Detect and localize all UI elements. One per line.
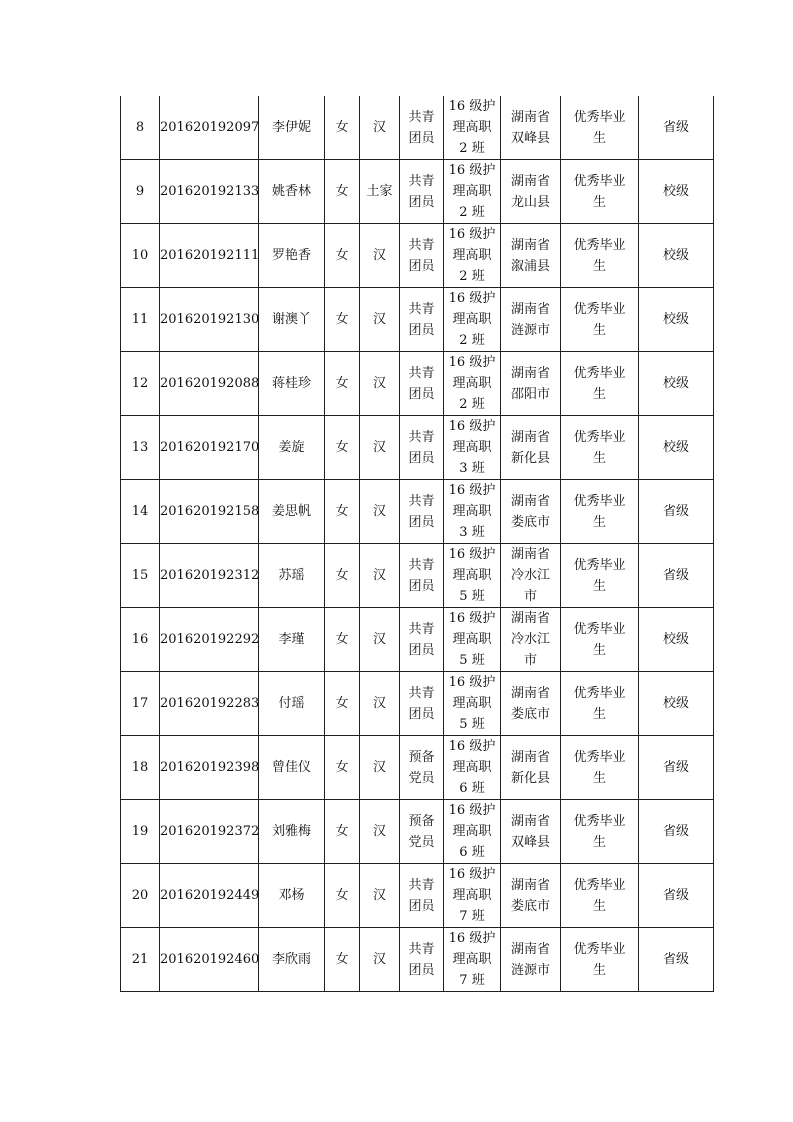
cell-origin [501, 736, 561, 800]
cell-class-line: 16 级护 [448, 867, 496, 882]
cell-origin-line: 湖南省 [510, 877, 550, 893]
cell-political-status [400, 672, 444, 736]
cell-honor [561, 608, 639, 672]
cell-political-status-line: 团员 [408, 962, 435, 978]
cell-honor-line: 生 [592, 258, 606, 274]
cell-political-status [400, 352, 444, 416]
cell-name: 曾佳仪 [259, 736, 325, 800]
cell-origin-line: 湖南省 [510, 109, 550, 125]
cell-political-status-line: 团员 [408, 578, 435, 594]
table-row [121, 288, 714, 352]
cell-political-status-line: 共青 [408, 301, 435, 317]
cell-honor-line: 优秀毕业 [573, 173, 626, 189]
cell-name: 李瑾 [259, 608, 325, 672]
cell-class-line: 2 班 [459, 205, 485, 220]
cell-origin [501, 608, 561, 672]
cell-level: 省级 [639, 800, 714, 864]
cell-level: 省级 [639, 864, 714, 928]
cell-gender: 女 [325, 672, 360, 736]
cell-student-id: 201620192097 [160, 96, 259, 160]
cell-honor-line: 生 [592, 578, 606, 594]
table-row [121, 480, 714, 544]
cell-ethnicity: 汉 [360, 736, 400, 800]
cell-class-line: 理高职 [452, 504, 492, 519]
cell-origin-line: 湖南省 [510, 685, 550, 701]
cell-political-status-line: 预备 [408, 813, 435, 829]
cell-gender: 女 [325, 480, 360, 544]
cell-honor [561, 736, 639, 800]
cell-class [444, 160, 501, 224]
cell-student-id: 201620192170 [160, 416, 259, 480]
cell-honor-line: 优秀毕业 [573, 365, 626, 381]
cell-student-id: 201620192130 [160, 288, 259, 352]
cell-origin [501, 288, 561, 352]
cell-class-line: 理高职 [452, 760, 492, 775]
cell-honor-line: 生 [592, 194, 606, 210]
cell-name: 蒋桂珍 [259, 352, 325, 416]
cell-class [444, 800, 501, 864]
cell-honor-line: 生 [592, 514, 606, 530]
cell-class-line: 5 班 [459, 717, 485, 732]
cell-name: 姚香林 [259, 160, 325, 224]
cell-gender: 女 [325, 160, 360, 224]
cell-origin-line: 湖南省 [510, 941, 550, 957]
cell-honor-line: 优秀毕业 [573, 493, 626, 509]
cell-class-line: 16 级护 [448, 291, 496, 306]
cell-level: 校级 [639, 288, 714, 352]
cell-class-line: 16 级护 [448, 163, 496, 178]
cell-political-status [400, 544, 444, 608]
cell-political-status-line: 共青 [408, 365, 435, 381]
cell-honor-line: 优秀毕业 [573, 813, 626, 829]
cell-political-status-line: 共青 [408, 429, 435, 445]
cell-origin-line: 娄底市 [510, 514, 550, 530]
cell-ethnicity: 汉 [360, 928, 400, 992]
cell-ethnicity: 汉 [360, 96, 400, 160]
cell-honor-line: 生 [592, 706, 606, 722]
cell-class-line: 7 班 [459, 909, 485, 924]
cell-number: 9 [121, 160, 160, 224]
cell-political-status-line: 团员 [408, 130, 435, 146]
cell-political-status [400, 160, 444, 224]
cell-origin-line: 湖南省 [510, 301, 550, 317]
cell-class [444, 96, 501, 160]
cell-political-status-line: 团员 [408, 706, 435, 722]
student-honor-table [120, 96, 714, 992]
cell-student-id: 201620192158 [160, 480, 259, 544]
cell-student-id: 201620192398 [160, 736, 259, 800]
cell-gender: 女 [325, 224, 360, 288]
cell-gender: 女 [325, 288, 360, 352]
table-row [121, 928, 714, 992]
cell-political-status-line: 党员 [408, 834, 435, 850]
cell-honor-line: 优秀毕业 [573, 429, 626, 445]
cell-honor-line: 优秀毕业 [573, 941, 626, 957]
cell-class-line: 理高职 [452, 696, 492, 711]
cell-number: 18 [121, 736, 160, 800]
cell-class [444, 672, 501, 736]
cell-name: 付瑶 [259, 672, 325, 736]
cell-gender: 女 [325, 96, 360, 160]
cell-class [444, 736, 501, 800]
cell-honor-line: 生 [592, 642, 606, 658]
cell-class-line: 理高职 [452, 952, 492, 967]
cell-origin [501, 544, 561, 608]
table-row [121, 544, 714, 608]
cell-political-status-line: 团员 [408, 194, 435, 210]
cell-ethnicity: 汉 [360, 480, 400, 544]
table-row [121, 608, 714, 672]
cell-gender: 女 [325, 608, 360, 672]
cell-political-status-line: 团员 [408, 322, 435, 338]
cell-ethnicity: 汉 [360, 352, 400, 416]
cell-political-status-line: 共青 [408, 173, 435, 189]
cell-student-id: 201620192133 [160, 160, 259, 224]
cell-class [444, 352, 501, 416]
cell-honor-line: 优秀毕业 [573, 621, 626, 637]
cell-number: 20 [121, 864, 160, 928]
cell-political-status [400, 928, 444, 992]
cell-honor [561, 800, 639, 864]
cell-class-line: 2 班 [459, 333, 485, 348]
cell-origin [501, 672, 561, 736]
cell-honor-line: 优秀毕业 [573, 749, 626, 765]
cell-origin-line: 湖南省 [510, 749, 550, 765]
cell-political-status-line: 团员 [408, 450, 435, 466]
cell-level: 校级 [639, 672, 714, 736]
cell-political-status [400, 480, 444, 544]
cell-name: 罗艳香 [259, 224, 325, 288]
cell-political-status-line: 共青 [408, 941, 435, 957]
cell-class-line: 理高职 [452, 248, 492, 263]
cell-origin-line: 市 [523, 653, 537, 668]
cell-class-line: 16 级护 [448, 99, 496, 114]
cell-name: 姜旋 [259, 416, 325, 480]
cell-class-line: 16 级护 [448, 483, 496, 498]
cell-origin-line: 湖南省 [510, 365, 550, 381]
cell-ethnicity: 汉 [360, 544, 400, 608]
cell-level: 校级 [639, 352, 714, 416]
cell-class-line: 2 班 [459, 141, 485, 156]
cell-origin-line: 湖南省 [510, 237, 550, 253]
cell-number: 21 [121, 928, 160, 992]
cell-level: 校级 [639, 416, 714, 480]
cell-political-status-line: 共青 [408, 877, 435, 893]
cell-origin [501, 864, 561, 928]
cell-student-id: 201620192292 [160, 608, 259, 672]
cell-honor [561, 160, 639, 224]
cell-gender: 女 [325, 416, 360, 480]
cell-student-id: 201620192312 [160, 544, 259, 608]
cell-origin-line: 娄底市 [510, 898, 550, 914]
cell-origin-line: 双峰县 [510, 130, 550, 146]
cell-level: 校级 [639, 224, 714, 288]
cell-honor-line: 优秀毕业 [573, 877, 626, 893]
cell-class [444, 608, 501, 672]
cell-origin-line: 湖南省 [510, 493, 550, 509]
cell-class-line: 2 班 [459, 269, 485, 284]
cell-origin-line: 娄底市 [510, 706, 550, 722]
cell-class-line: 5 班 [459, 653, 485, 668]
cell-class [444, 864, 501, 928]
table-row [121, 736, 714, 800]
cell-level: 省级 [639, 736, 714, 800]
cell-origin-line: 双峰县 [510, 834, 550, 850]
cell-political-status-line: 共青 [408, 237, 435, 253]
cell-ethnicity: 汉 [360, 864, 400, 928]
cell-origin-line: 新化县 [510, 770, 550, 786]
cell-number: 16 [121, 608, 160, 672]
cell-number: 19 [121, 800, 160, 864]
cell-ethnicity: 汉 [360, 672, 400, 736]
cell-origin-line: 涟源市 [510, 322, 550, 338]
cell-name: 谢澳丫 [259, 288, 325, 352]
cell-political-status-line: 共青 [408, 557, 435, 573]
cell-origin [501, 96, 561, 160]
cell-class [444, 416, 501, 480]
cell-class-line: 16 级护 [448, 611, 496, 626]
cell-student-id: 201620192088 [160, 352, 259, 416]
cell-political-status-line: 团员 [408, 386, 435, 402]
cell-class-line: 16 级护 [448, 355, 496, 370]
cell-political-status-line: 团员 [408, 514, 435, 530]
cell-honor-line: 生 [592, 130, 606, 146]
cell-class-line: 5 班 [459, 589, 485, 604]
cell-class-line: 理高职 [452, 824, 492, 839]
cell-class-line: 理高职 [452, 184, 492, 199]
cell-honor [561, 672, 639, 736]
cell-number: 15 [121, 544, 160, 608]
cell-gender: 女 [325, 800, 360, 864]
cell-honor-line: 生 [592, 962, 606, 978]
cell-honor-line: 优秀毕业 [573, 685, 626, 701]
cell-ethnicity: 汉 [360, 288, 400, 352]
table-row [121, 864, 714, 928]
cell-political-status [400, 800, 444, 864]
cell-origin-line: 邵阳市 [510, 386, 550, 402]
cell-political-status [400, 224, 444, 288]
cell-number: 12 [121, 352, 160, 416]
cell-honor [561, 928, 639, 992]
cell-honor [561, 352, 639, 416]
cell-number: 14 [121, 480, 160, 544]
cell-gender: 女 [325, 352, 360, 416]
cell-honor-line: 生 [592, 386, 606, 402]
cell-number: 17 [121, 672, 160, 736]
cell-political-status [400, 608, 444, 672]
cell-class-line: 16 级护 [448, 227, 496, 242]
cell-origin-line: 湖南省 [510, 173, 550, 189]
cell-student-id: 201620192449 [160, 864, 259, 928]
table-row [121, 800, 714, 864]
cell-honor [561, 480, 639, 544]
cell-political-status-line: 预备 [408, 749, 435, 765]
cell-honor-line: 生 [592, 322, 606, 338]
cell-class-line: 6 班 [459, 781, 485, 796]
cell-gender: 女 [325, 864, 360, 928]
cell-ethnicity: 汉 [360, 608, 400, 672]
cell-class-line: 理高职 [452, 312, 492, 327]
cell-class [444, 480, 501, 544]
cell-honor [561, 864, 639, 928]
cell-political-status-line: 共青 [408, 493, 435, 509]
cell-origin-line: 新化县 [510, 450, 550, 466]
cell-number: 10 [121, 224, 160, 288]
cell-ethnicity: 土家 [360, 160, 400, 224]
cell-level: 省级 [639, 480, 714, 544]
cell-origin-line: 溆浦县 [510, 258, 550, 274]
cell-class-line: 3 班 [459, 525, 485, 540]
cell-political-status [400, 736, 444, 800]
cell-class [444, 224, 501, 288]
cell-origin-line: 市 [523, 589, 537, 604]
cell-political-status-line: 团员 [408, 258, 435, 274]
cell-honor [561, 288, 639, 352]
cell-name: 刘雅梅 [259, 800, 325, 864]
cell-class-line: 16 级护 [448, 675, 496, 690]
cell-origin-line: 冷水江 [510, 568, 550, 583]
cell-origin-line: 湖南省 [510, 429, 550, 445]
cell-political-status-line: 共青 [408, 621, 435, 637]
cell-class-line: 16 级护 [448, 419, 496, 434]
cell-origin [501, 928, 561, 992]
cell-class-line: 理高职 [452, 376, 492, 391]
cell-name: 姜思帆 [259, 480, 325, 544]
cell-origin [501, 480, 561, 544]
cell-origin [501, 160, 561, 224]
cell-student-id: 201620192460 [160, 928, 259, 992]
cell-class-line: 理高职 [452, 632, 492, 647]
cell-class-line: 理高职 [452, 888, 492, 903]
cell-origin [501, 352, 561, 416]
cell-class [444, 544, 501, 608]
cell-name: 李欣雨 [259, 928, 325, 992]
cell-honor-line: 优秀毕业 [573, 109, 626, 125]
cell-class-line: 理高职 [452, 440, 492, 455]
cell-political-status [400, 864, 444, 928]
cell-class-line: 16 级护 [448, 803, 496, 818]
cell-level: 省级 [639, 96, 714, 160]
cell-class-line: 6 班 [459, 845, 485, 860]
cell-class-line: 16 级护 [448, 739, 496, 754]
cell-gender: 女 [325, 736, 360, 800]
cell-origin-line: 涟源市 [510, 962, 550, 978]
cell-honor-line: 生 [592, 898, 606, 914]
cell-class-line: 理高职 [452, 568, 492, 583]
cell-origin [501, 224, 561, 288]
cell-origin-line: 冷水江 [510, 632, 550, 647]
cell-honor-line: 生 [592, 770, 606, 786]
cell-level: 省级 [639, 544, 714, 608]
cell-level: 校级 [639, 160, 714, 224]
cell-number: 11 [121, 288, 160, 352]
cell-honor [561, 224, 639, 288]
cell-honor-line: 优秀毕业 [573, 301, 626, 317]
cell-class-line: 2 班 [459, 397, 485, 412]
cell-honor [561, 416, 639, 480]
cell-class [444, 288, 501, 352]
cell-origin-line: 湖南省 [510, 813, 550, 829]
cell-honor-line: 生 [592, 834, 606, 850]
cell-political-status-line: 共青 [408, 685, 435, 701]
cell-number: 8 [121, 96, 160, 160]
table-row [121, 416, 714, 480]
cell-class-line: 16 级护 [448, 931, 496, 946]
table-row [121, 672, 714, 736]
cell-origin-line: 湖南省 [510, 611, 550, 626]
cell-name: 邓杨 [259, 864, 325, 928]
cell-name: 李伊妮 [259, 96, 325, 160]
table-row [121, 224, 714, 288]
cell-honor-line: 优秀毕业 [573, 237, 626, 253]
cell-ethnicity: 汉 [360, 800, 400, 864]
cell-gender: 女 [325, 928, 360, 992]
cell-ethnicity: 汉 [360, 416, 400, 480]
cell-political-status [400, 96, 444, 160]
cell-class [444, 928, 501, 992]
cell-origin-line: 湖南省 [510, 547, 550, 562]
cell-student-id: 201620192283 [160, 672, 259, 736]
cell-student-id: 201620192372 [160, 800, 259, 864]
cell-political-status [400, 416, 444, 480]
cell-origin-line: 龙山县 [510, 194, 550, 210]
cell-political-status-line: 共青 [408, 109, 435, 125]
table-row [121, 96, 714, 160]
cell-class-line: 3 班 [459, 461, 485, 476]
cell-name: 苏瑶 [259, 544, 325, 608]
cell-political-status-line: 团员 [408, 642, 435, 658]
cell-student-id: 201620192111 [160, 224, 259, 288]
cell-level: 省级 [639, 928, 714, 992]
cell-political-status-line: 党员 [408, 770, 435, 786]
table-row [121, 160, 714, 224]
cell-political-status-line: 团员 [408, 898, 435, 914]
cell-class-line: 理高职 [452, 120, 492, 135]
cell-origin [501, 416, 561, 480]
cell-honor-line: 优秀毕业 [573, 557, 626, 573]
cell-origin [501, 800, 561, 864]
cell-class-line: 7 班 [459, 973, 485, 988]
cell-honor [561, 544, 639, 608]
cell-number: 13 [121, 416, 160, 480]
cell-honor [561, 96, 639, 160]
cell-political-status [400, 288, 444, 352]
table-row [121, 352, 714, 416]
cell-class-line: 16 级护 [448, 547, 496, 562]
cell-level: 校级 [639, 608, 714, 672]
cell-ethnicity: 汉 [360, 224, 400, 288]
cell-honor-line: 生 [592, 450, 606, 466]
cell-gender: 女 [325, 544, 360, 608]
